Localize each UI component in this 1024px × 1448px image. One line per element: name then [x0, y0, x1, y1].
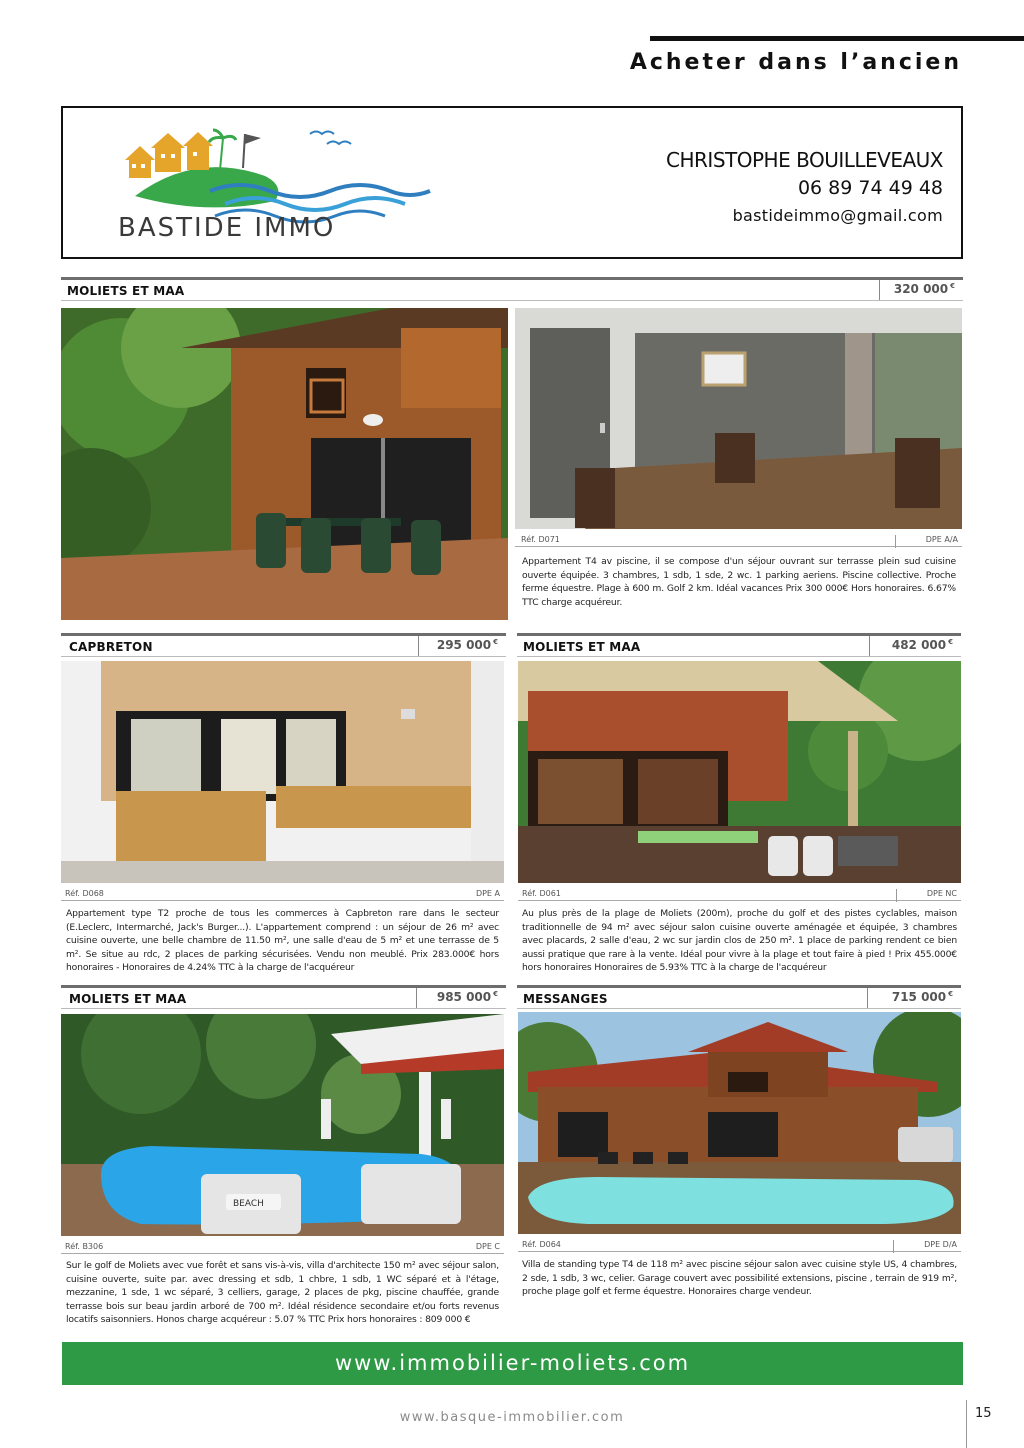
listing-dpe: DPE NC	[896, 889, 957, 902]
listing-photo-villa-pool	[61, 1014, 504, 1236]
listing-ref-row	[515, 533, 962, 547]
listing-header	[517, 633, 961, 657]
agency-advert	[61, 106, 963, 259]
listing-price: 985 000 €	[416, 988, 506, 1008]
website-banner[interactable]: www.immobilier-moliets.com	[62, 1342, 963, 1385]
contact-name: CHRISTOPHE BOUILLEVEAUX	[666, 148, 943, 172]
listing-description: Appartement T4 av piscine, il se compose d'un séjour ouvrant sur terrasse plein sud cuisine ouverte équipée. 3 chambres, 1 sdb, 1 sde, 2 wc. 1 parking aeriens. Piscine collective. Proche ferme équestre. Plage à 600 m. Golf 2 km. Idéal vacances Prix 300 000€ Hors honoraires. 6.67% TTC charge acquéreur.	[522, 556, 956, 608]
listing-header	[61, 277, 963, 301]
listing-photo-living-room	[515, 308, 962, 529]
listing-photo-wood-villa-pool	[518, 1012, 961, 1234]
listing-header	[61, 985, 506, 1009]
cushion-text: BEACH	[233, 1199, 264, 1209]
listing-ref: Réf. B306	[65, 1242, 104, 1251]
listing-dpe: DPE A/A	[895, 535, 958, 548]
listing-photo-wooden-house	[61, 308, 508, 620]
section-title: Acheter dans l’ancien	[629, 50, 962, 75]
listing-ref-row	[61, 887, 504, 901]
listing-header	[517, 985, 961, 1009]
agency-contact	[666, 146, 943, 230]
top-rule	[650, 36, 1024, 41]
listing-description: Appartement type T2 proche de tous les commerces à Capbreton rare dans le secteur (E.Leclerc, Intermarché, Jack's Burger...). L'appartement comprend : un séjour de 26 m² avec cuisine ouverte, une belle chambre de 11.50 m², une salle d'eau de 5 m² et une terrasse de 5 m². Se situe au rdc, 2 places de parking sécurisées. Vendu non meublé. Prix 283.000€ hors honoraires - Honoraires de 4.24% TTC à la charge de l'acquéreur	[66, 908, 499, 974]
listing-city: MOLIETS ET MAA	[69, 992, 187, 1006]
footer-url[interactable]: www.basque-immobilier.com	[399, 1410, 625, 1425]
listing-ref-row	[518, 887, 961, 901]
listing-price: 482 000 €	[869, 636, 961, 656]
listing-description: Au plus près de la plage de Moliets (200m), proche du golf et des pistes cyclables, maison traditionnelle de 94 m² avec séjour salon cuisine ouverte aménagée et équipée, 3 chambres avec placards, 2 salle d'eau, 2 wc sur jardin clos de 250 m². 1 place de parking rendent ce bien aussi pratique que rare à la vente. Idéal pour vivre à la plage et tout faire à pied ! Prix 455.000€ hors honoraires Honoraires de 5.93% TTC à la charge de l'acquéreur	[522, 908, 957, 974]
listing-photo-covered-terrace	[518, 661, 961, 883]
listing-description: Sur le golf de Moliets avec vue forêt et sans vis-à-vis, villa d'architecte 150 m² avec séjour salon, cuisine ouverte, suite par. avec dressing et sdb, 1 chbre, 1 sdb, 1 WC séparé et à l'étage, mezzanine, 1 sde, 1 wc séparé, 3 celliers, garage, 2 places de pkg, piscine chauffée, grande terrasse bois sur beau jardin arboré de 700 m². Idéal résidence secondaire et/ou forts revenus locatifs saisonniers. Honos charge acquéreur : 5.07 % TTC Prix hors honoraires : 809 000 €	[66, 1260, 499, 1326]
listing-description: Villa de standing type T4 de 118 m² avec piscine séjour salon avec cuisine style US, 4 chambres, 2 sde, 1 sdb, 3 wc, celier. Garage couvert avec possibilité extensions, piscine , terrain de 919 m², proche plage golf et ferme équestre. Honoraires charge vendeur.	[522, 1259, 957, 1298]
listing-dpe: DPE A	[475, 889, 500, 898]
contact-phone: 06 89 74 49 48	[797, 177, 943, 199]
listing-ref-row	[61, 1240, 504, 1254]
page-number: 15	[966, 1400, 996, 1448]
listing-ref: Réf. D064	[522, 1240, 561, 1249]
listing-price: 320 000 €	[879, 280, 963, 300]
listing-ref: Réf. D071	[521, 535, 560, 544]
listing-dpe: DPE D/A	[893, 1240, 957, 1253]
listing-ref-row	[518, 1238, 961, 1252]
listing-city: MESSANGES	[523, 992, 608, 1006]
listing-ref: Réf. D061	[522, 889, 561, 898]
contact-email: bastideimmo@gmail.com	[732, 206, 943, 225]
listing-price: 715 000 €	[867, 988, 961, 1008]
logo-wordmark: BASTIDE IMMO	[118, 213, 336, 243]
listing-ref: Réf. D068	[65, 889, 104, 898]
listing-city: MOLIETS ET MAA	[523, 640, 641, 654]
listing-photo-apartment-terrace	[61, 661, 504, 883]
listing-header	[61, 633, 506, 657]
listing-city: CAPBRETON	[69, 640, 153, 654]
listing-dpe: DPE C	[475, 1242, 500, 1251]
listing-city: MOLIETS ET MAA	[67, 284, 185, 298]
listing-price: 295 000 €	[418, 636, 506, 656]
